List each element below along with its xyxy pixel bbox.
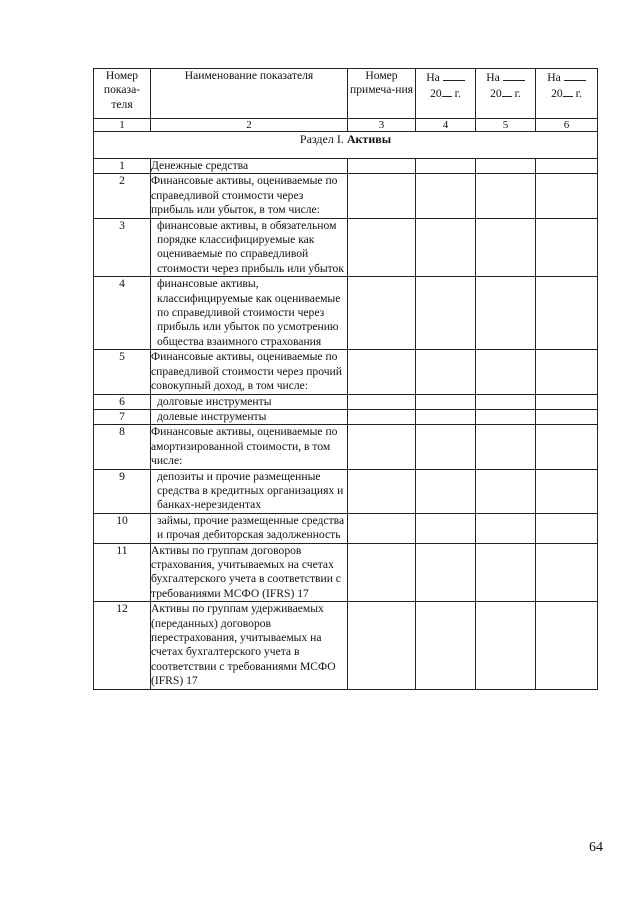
row-name: Финансовые активы, оцениваемые по справедливой стоимости через прибыль или убыток, в том числе: — [151, 174, 348, 218]
cell-value — [536, 513, 598, 543]
table-row — [94, 469, 598, 513]
cell-value — [416, 469, 476, 513]
cell-value — [416, 425, 476, 469]
cell-value — [416, 602, 476, 689]
cell-value — [536, 218, 598, 277]
cell-value — [536, 174, 598, 218]
row-number: 8 — [94, 425, 151, 469]
cell-note — [348, 543, 416, 602]
row-name: Активы по группам удерживаемых (переданных) договоров перестрахования, учитываемых на счетах бухгалтерского учета в соответствии с требованиями МСФО (IFRS) 17 — [151, 602, 348, 689]
table-row — [94, 218, 598, 277]
row-name: долевые инструменты — [151, 409, 348, 424]
table-row — [94, 543, 598, 602]
row-number: 1 — [94, 159, 151, 174]
row-number: 11 — [94, 543, 151, 602]
section-row — [94, 132, 598, 159]
row-number: 6 — [94, 394, 151, 409]
cell-note — [348, 513, 416, 543]
row-name: Денежные средства — [151, 159, 348, 174]
header-row — [94, 69, 598, 119]
column-number: 5 — [476, 119, 536, 132]
cell-value — [536, 159, 598, 174]
cell-value — [476, 425, 536, 469]
cell-value — [416, 409, 476, 424]
cell-value — [416, 174, 476, 218]
row-name: займы, прочие размещенные средства и прочая дебиторская задолженность — [151, 513, 348, 543]
header-indicator-name: Наименование показателя — [151, 69, 348, 119]
cell-value — [416, 277, 476, 350]
header-indicator-number: Номер показа-теля — [94, 69, 151, 119]
cell-value — [476, 543, 536, 602]
cell-note — [348, 409, 416, 424]
cell-value — [476, 218, 536, 277]
row-number: 2 — [94, 174, 151, 218]
section-heading: Раздел I. Активы — [94, 132, 598, 159]
header-date-1: На 20 г. — [416, 69, 476, 119]
table-row — [94, 350, 598, 394]
page-number: 64 — [589, 840, 603, 855]
cell-value — [416, 159, 476, 174]
table-row — [94, 602, 598, 689]
cell-value — [416, 543, 476, 602]
cell-note — [348, 218, 416, 277]
cell-value — [536, 350, 598, 394]
cell-value — [476, 513, 536, 543]
table-row — [94, 174, 598, 218]
column-number-row — [94, 119, 598, 132]
cell-value — [536, 425, 598, 469]
cell-value — [416, 394, 476, 409]
row-name: финансовые активы, классифицируемые как оцениваемые по справедливой стоимости через прибыль или убыток по усмотрению общества взаимного страхования — [151, 277, 348, 350]
cell-value — [536, 277, 598, 350]
table-row — [94, 159, 598, 174]
cell-value — [476, 469, 536, 513]
table-row — [94, 425, 598, 469]
cell-value — [476, 602, 536, 689]
cell-value — [476, 159, 536, 174]
header-date-3: На 20 г. — [536, 69, 598, 119]
column-number: 6 — [536, 119, 598, 132]
table-row — [94, 277, 598, 350]
cell-value — [536, 409, 598, 424]
row-number: 7 — [94, 409, 151, 424]
cell-note — [348, 394, 416, 409]
cell-note — [348, 350, 416, 394]
column-number: 1 — [94, 119, 151, 132]
header-date-2: На 20 г. — [476, 69, 536, 119]
row-name: Активы по группам договоров страхования, учитываемых на счетах бухгалтерского учета в соответствии с требованиями МСФО (IFRS) 17 — [151, 543, 348, 602]
row-name: Финансовые активы, оцениваемые по амортизированной стоимости, в том числе: — [151, 425, 348, 469]
row-number: 3 — [94, 218, 151, 277]
row-number: 10 — [94, 513, 151, 543]
row-name: долговые инструменты — [151, 394, 348, 409]
cell-value — [476, 350, 536, 394]
cell-value — [536, 469, 598, 513]
cell-note — [348, 159, 416, 174]
table-row — [94, 513, 598, 543]
row-number: 12 — [94, 602, 151, 689]
cell-value — [416, 218, 476, 277]
row-number: 5 — [94, 350, 151, 394]
cell-value — [476, 409, 536, 424]
cell-value — [536, 543, 598, 602]
row-number: 9 — [94, 469, 151, 513]
cell-value — [416, 350, 476, 394]
column-number: 3 — [348, 119, 416, 132]
cell-note — [348, 277, 416, 350]
cell-value — [536, 394, 598, 409]
cell-note — [348, 174, 416, 218]
cell-value — [536, 602, 598, 689]
cell-note — [348, 602, 416, 689]
row-name: Финансовые активы, оцениваемые по справедливой стоимости через прочий совокупный доход, в том числе: — [151, 350, 348, 394]
cell-note — [348, 469, 416, 513]
cell-value — [476, 394, 536, 409]
table-row — [94, 394, 598, 409]
header-note-number: Номер примеча-ния — [348, 69, 416, 119]
cell-value — [476, 174, 536, 218]
column-number: 2 — [151, 119, 348, 132]
row-name: финансовые активы, в обязательном порядке классифицируемые как оцениваемые по справедливой стоимости через прибыль или убыток — [151, 218, 348, 277]
table-row — [94, 409, 598, 424]
column-number: 4 — [416, 119, 476, 132]
cell-value — [416, 513, 476, 543]
cell-value — [476, 277, 536, 350]
row-name: депозиты и прочие размещенные средства в кредитных организациях и банках-нерезидентах — [151, 469, 348, 513]
row-number: 4 — [94, 277, 151, 350]
cell-note — [348, 425, 416, 469]
report-table — [93, 68, 598, 690]
